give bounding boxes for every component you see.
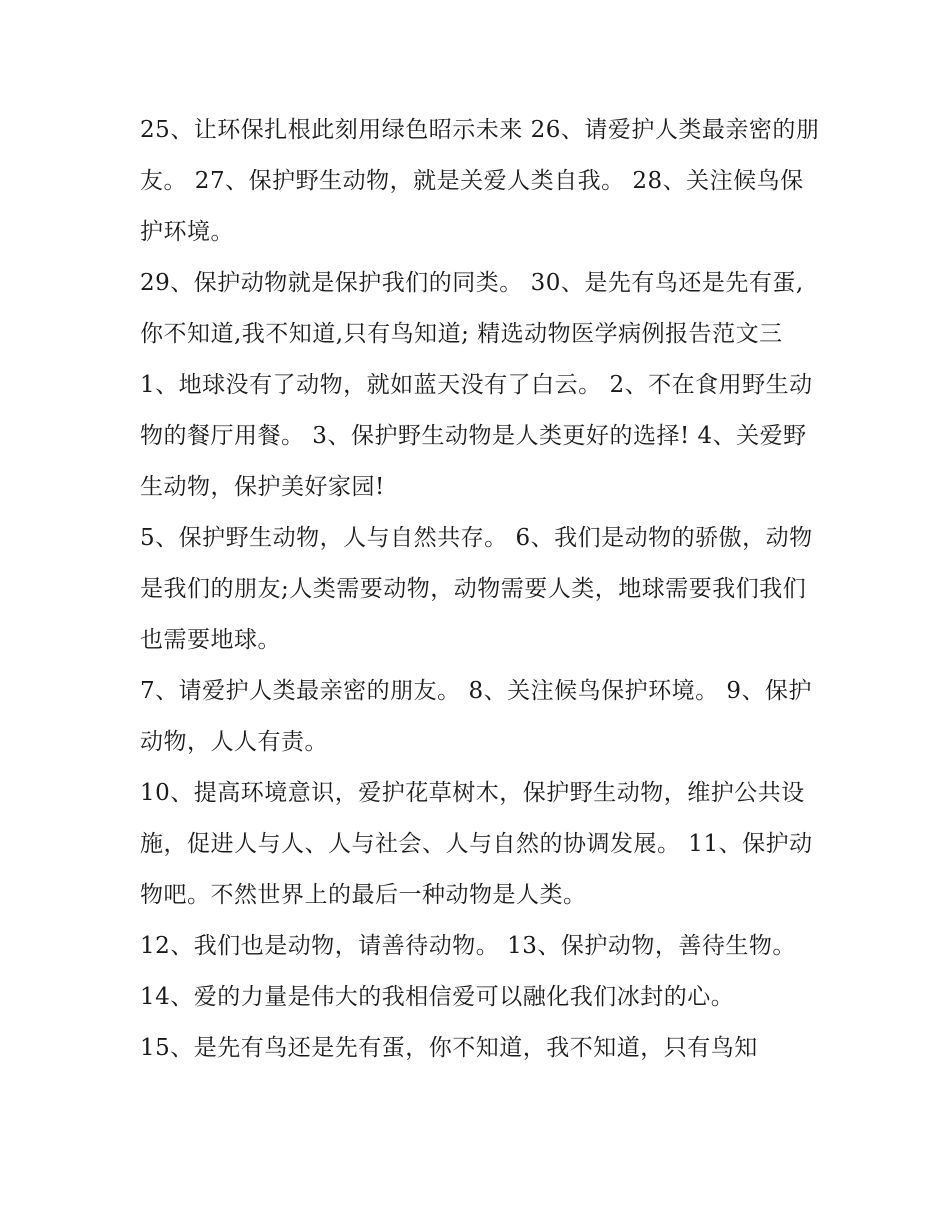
paragraph-14: 14、爱的力量是伟大的我相信爱可以融化我们冰封的心。 — [140, 984, 735, 1010]
paragraph-15: 15、是先有鸟还是先有蛋，你不知道，我不知道，只有鸟知 — [140, 1035, 758, 1061]
paragraph-25-28: 25、让环保扎根此刻用绿色昭示未来 26、请爱护人类最亲密的朋友。 27、保护野生动物，就是关爱人类自我。 28、关注候鸟保护环境。 — [140, 117, 820, 245]
paragraph-12-13: 12、我们也是动物，请善待动物。 13、保护动物，善待生物。 — [140, 933, 796, 959]
paragraph-29-30: 29、保护动物就是保护我们的同类。 30、是先有鸟还是先有蛋,你不知道,我不知道,只有鸟知道; 精选动物医学病例报告范文三 — [140, 270, 804, 347]
paragraph-5-6: 5、保护野生动物，人与自然共存。 6、我们是动物的骄傲，动物是我们的朋友;人类需要动物，动物需要人类，地球需要我们我们也需要地球。 — [140, 525, 813, 653]
paragraph-1-4: 1、地球没有了动物，就如蓝天没有了白云。 2、不在食用野生动物的餐厅用餐。 3、保护野生动物是人类更好的选择! 4、关爱野生动物，保护美好家园! — [140, 372, 813, 500]
paragraph-7-9: 7、请爱护人类最亲密的朋友。 8、关注候鸟保护环境。 9、保护动物，人人有责。 — [140, 678, 813, 755]
document-body — [140, 105, 820, 1074]
paragraph-10-11: 10、提高环境意识，爱护花草树木，保护野生动物，维护公共设施，促进人与人、人与社会、人与自然的协调发展。 11、保护动物吧。不然世界上的最后一种动物是人类。 — [140, 780, 813, 908]
